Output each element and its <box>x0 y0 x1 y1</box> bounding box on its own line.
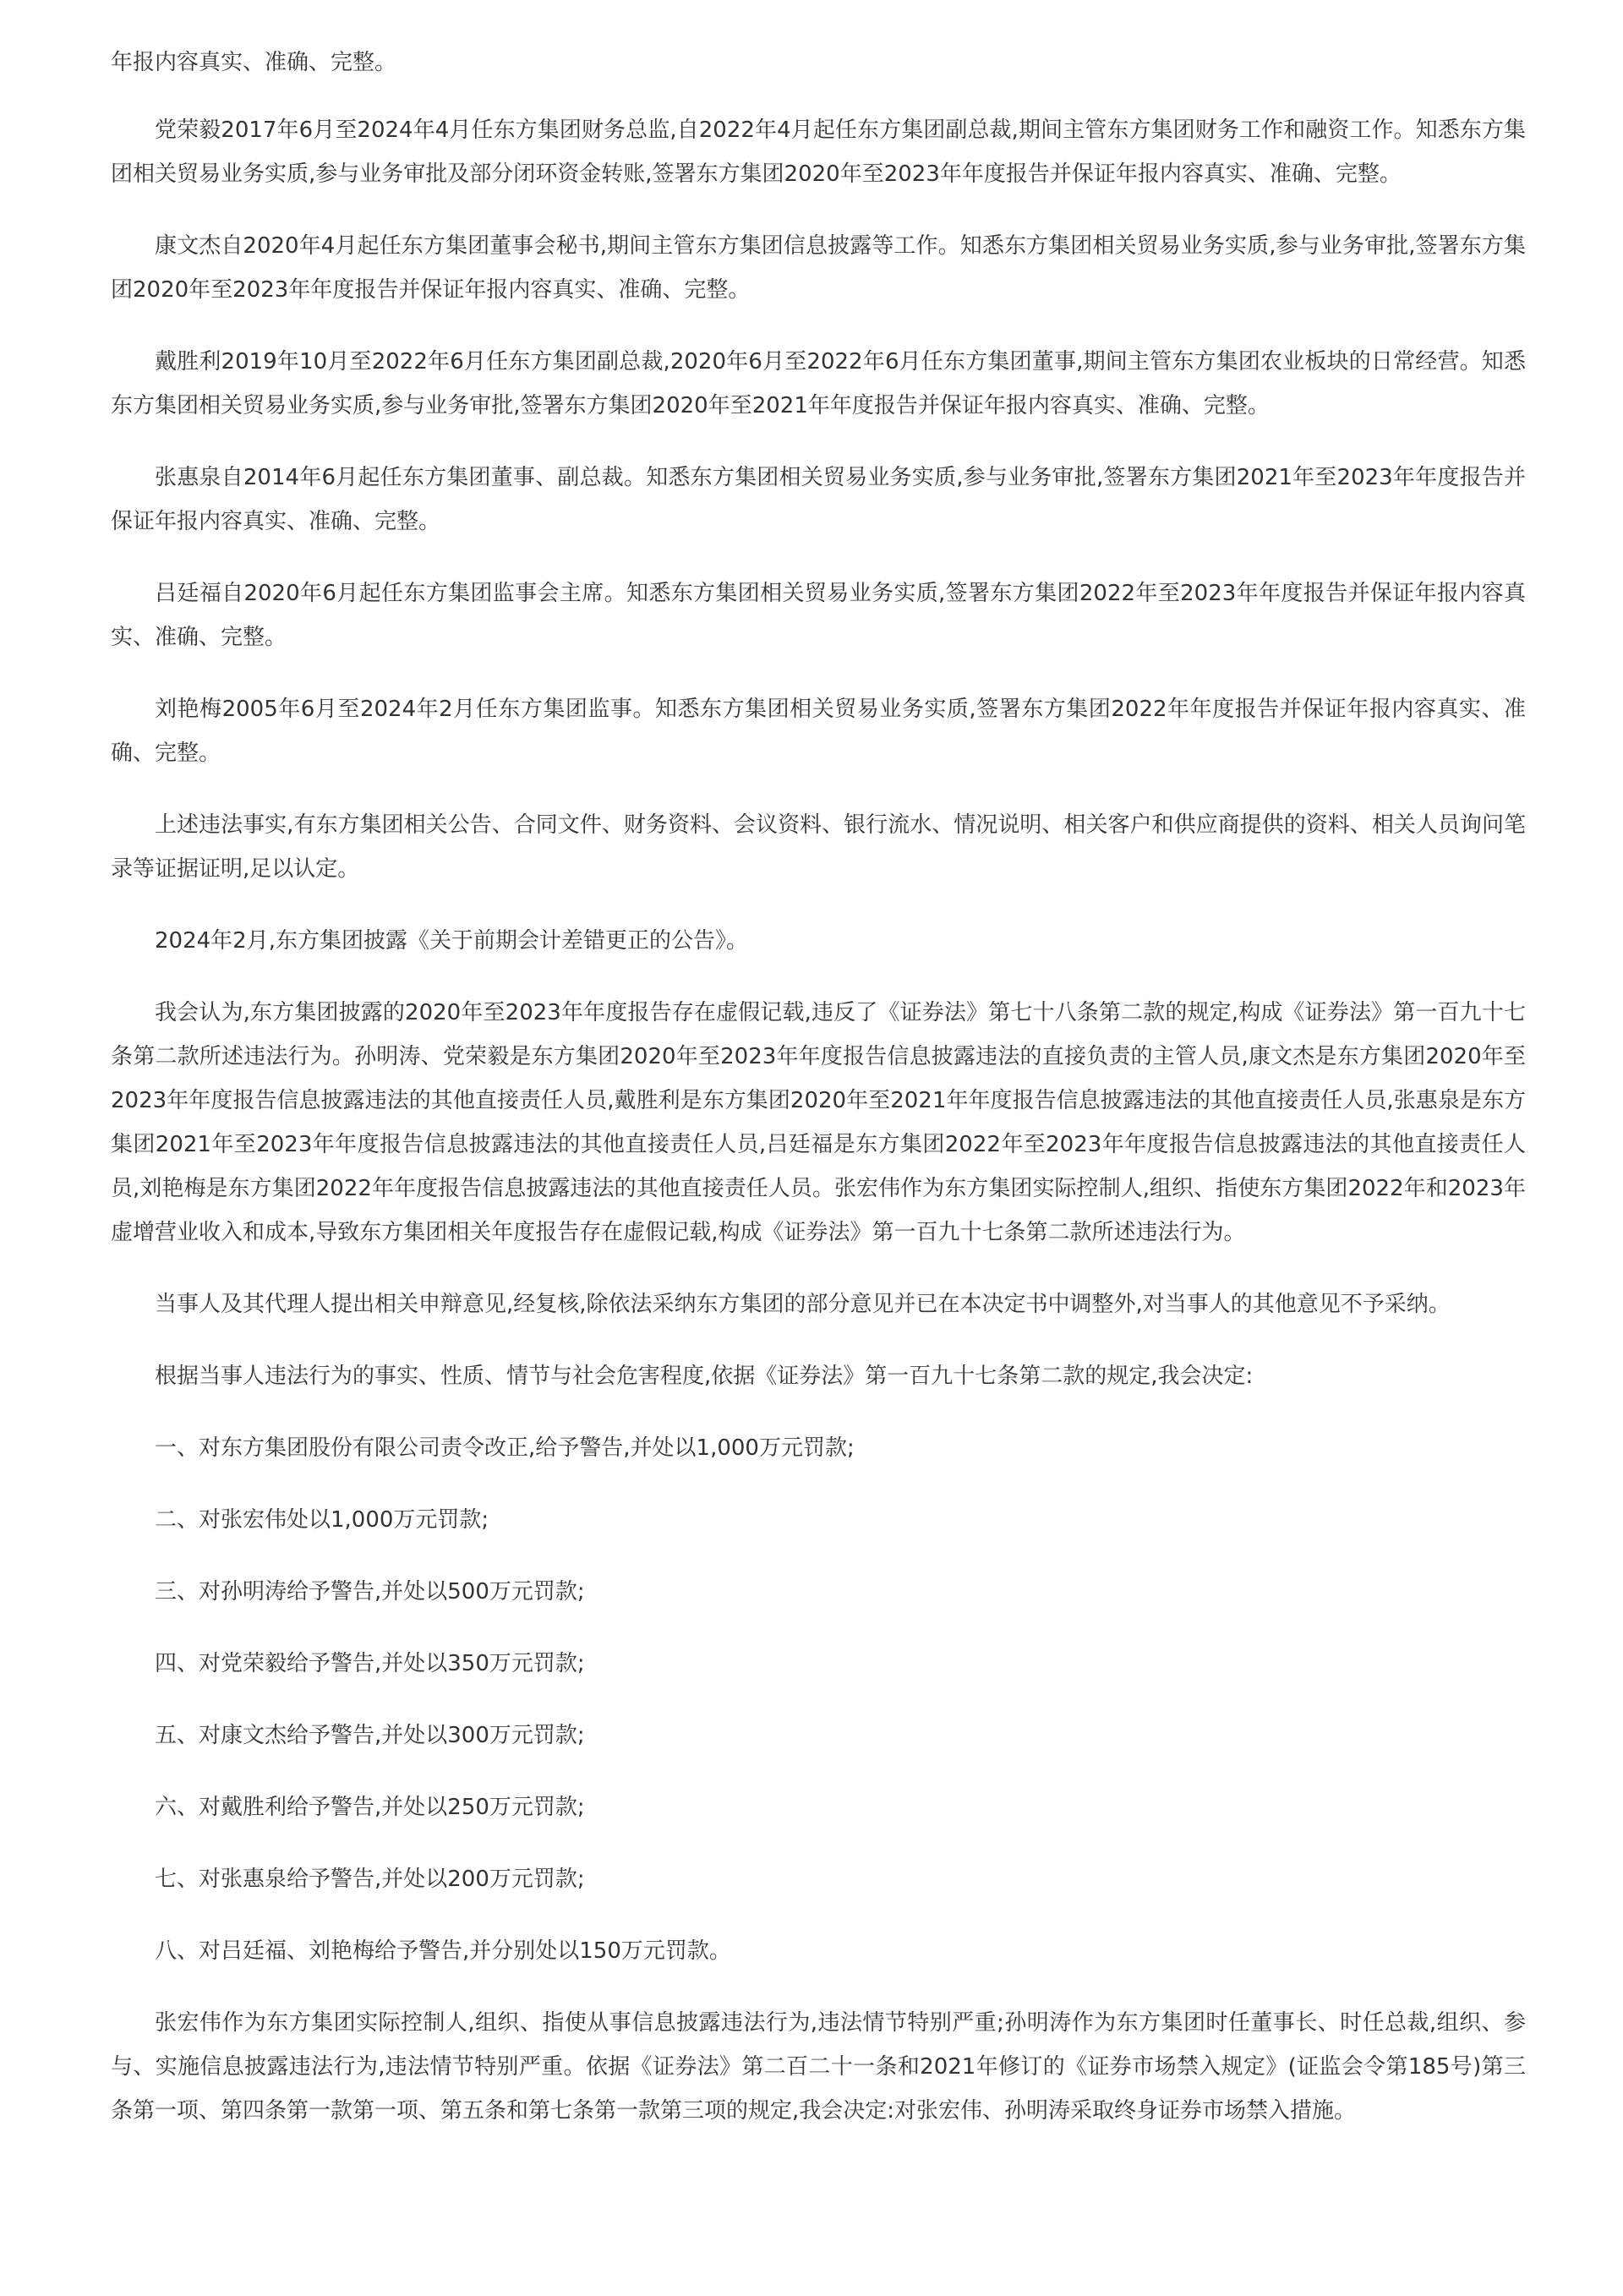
paragraph-commission-finding: 我会认为,东方集团披露的2020年至2023年年度报告存在虚假记载,违反了《证券法》第七十八条第二款的规定,构成《证券法》第一百九十七条第二款所述违法行为。孙明涛、党荣毅是东方集团2020年至2023年年度报告信息披露违法的直接负责的主管人员,康文杰是东方集团2020年至2023年年度报告信息披露违法的其他直接责任人员,戴胜利是东方集团2020年至2021年年度报告信息披露违法的其他直接责任人员,张惠泉是东方集团2021年至2023年年度报告信息披露违法的其他直接责任人员,吕廷福是东方集团2022年至2023年年度报告信息披露违法的其他直接责任人员,刘艳梅是东方集团2022年年度报告信息披露违法的其他直接责任人员。张宏伟作为东方集团实际控制人,组织、指使东方集团2022年和2023年虚增营业收入和成本,导致东方集团相关年度报告存在虚假记载,构成《证券法》第一百九十七条第二款所述违法行为。 <box>111 1000 1526 1245</box>
paragraph-liu-yanmei: 刘艳梅2005年6月至2024年2月任东方集团监事。知悉东方集团相关贸易业务实质,签署东方集团2022年年度报告并保证年报内容真实、准确、完整。 <box>111 697 1526 766</box>
penalty-item: 六、对戴胜利给予警告,并处以250万元罚款; <box>155 1795 585 1820</box>
document-body <box>111 41 1526 2161</box>
paragraph-decision-basis: 根据当事人违法行为的事实、性质、情节与社会危害程度,依据《证券法》第一百九十七条第二款的规定,我会决定: <box>155 1364 1254 1389</box>
paragraph-kang-wenjie: 康文杰自2020年4月起任东方集团董事会秘书,期间主管东方集团信息披露等工作。知悉东方集团相关贸易业务实质,参与业务审批,签署东方集团2020年至2023年年度报告并保证年报内容真实、准确、完整。 <box>111 233 1526 303</box>
penalty-item: 五、对康文杰给予警告,并处以300万元罚款; <box>155 1723 585 1748</box>
paragraph-zhang-huiquan: 张惠泉自2014年6月起任东方集团董事、副总裁。知悉东方集团相关贸易业务实质,参与业务审批,签署东方集团2021年至2023年年度报告并保证年报内容真实、准确、完整。 <box>111 465 1526 534</box>
paragraph-dai-shengli: 戴胜利2019年10月至2022年6月任东方集团副总裁,2020年6月至2022年6月任东方集团董事,期间主管东方集团农业板块的日常经营。知悉东方集团相关贸易业务实质,参与业务审批,签署东方集团2020年至2021年年度报告并保证年报内容真实、准确、完整。 <box>111 349 1526 418</box>
penalty-item: 三、对孙明涛给予警告,并处以500万元罚款; <box>155 1579 585 1604</box>
paragraph-lv-tingfu: 吕廷福自2020年6月起任东方集团监事会主席。知悉东方集团相关贸易业务实质,签署东方集团2022年至2023年年度报告并保证年报内容真实、准确、完整。 <box>111 581 1526 650</box>
penalty-item: 七、对张惠泉给予警告,并处以200万元罚款; <box>155 1867 585 1892</box>
penalty-item: 二、对张宏伟处以1,000万元罚款; <box>155 1507 489 1533</box>
paragraph-market-ban: 张宏伟作为东方集团实际控制人,组织、指使从事信息披露违法行为,违法情节特别严重;孙明涛作为东方集团时任董事长、时任总裁,组织、参与、实施信息披露违法行为,违法情节特别严重。依据《证券法》第二百二十一条和2021年修订的《证券市场禁入规定》(证监会令第185号)第三条第一项、第四条第一款第一项、第五条和第七条第一款第三项的规定,我会决定:对张宏伟、孙明涛采取终身证券市场禁入措施。 <box>111 2010 1526 2124</box>
paragraph-dang-rongyi: 党荣毅2017年6月至2024年4月任东方集团财务总监,自2022年4月起任东方集团副总裁,期间主管东方集团财务工作和融资工作。知悉东方集团相关贸易业务实质,参与业务审批及部分闭环资金转账,签署东方集团2020年至2023年年度报告并保证年报内容真实、准确、完整。 <box>111 118 1526 187</box>
lead-fragment: 年报内容真实、准确、完整。 <box>111 50 397 75</box>
penalty-item: 四、对党荣毅给予警告,并处以350万元罚款; <box>155 1651 585 1676</box>
penalty-item: 八、对吕廷福、刘艳梅给予警告,并分别处以150万元罚款。 <box>155 1938 731 1964</box>
paragraph-evidence: 上述违法事实,有东方集团相关公告、合同文件、财务资料、会议资料、银行流水、情况说明、相关客户和供应商提供的资料、相关人员询问笔录等证据证明,足以认定。 <box>111 812 1526 882</box>
penalty-item: 一、对东方集团股份有限公司责令改正,给予警告,并处以1,000万元罚款; <box>155 1435 855 1461</box>
paragraph-correction-notice: 2024年2月,东方集团披露《关于前期会计差错更正的公告》。 <box>155 928 748 954</box>
paragraph-defense-review: 当事人及其代理人提出相关申辩意见,经复核,除依法采纳东方集团的部分意见并已在本决定书中调整外,对当事人的其他意见不予采纳。 <box>155 1292 1451 1317</box>
